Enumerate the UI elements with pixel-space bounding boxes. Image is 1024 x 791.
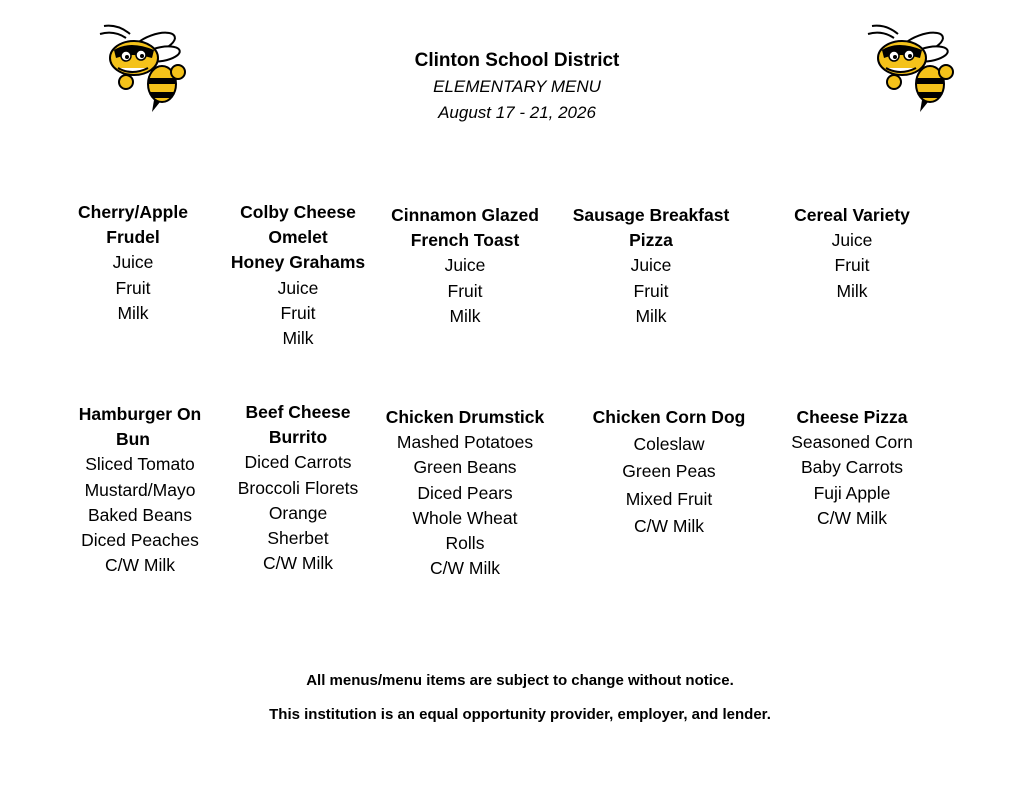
menu-side-item: Mustard/Mayo <box>84 479 196 500</box>
menu-side-item: C/W Milk <box>634 515 704 536</box>
breakfast-day-3 <box>380 203 550 329</box>
menu-side-item: Fruit <box>834 255 870 276</box>
menu-side-item: Milk <box>836 280 868 301</box>
menu-side-item: Whole Wheat <box>412 507 518 528</box>
menu-main-item: Cherry/Apple <box>78 202 188 222</box>
menu-side-item: Mixed Fruit <box>625 488 713 509</box>
menu-main-item: Honey Grahams <box>230 252 366 273</box>
menu-main-item: Chicken Drumstick <box>385 407 545 427</box>
menu-side-item: Juice <box>112 252 154 273</box>
menu-side-item: Juice <box>277 277 319 298</box>
menu-header <box>362 48 672 126</box>
menu-side-item: Milk <box>117 302 149 323</box>
menu-main-item: Bun <box>115 429 151 450</box>
menu-side-item: Broccoli Florets <box>237 477 359 498</box>
menu-main-item: Beef Cheese <box>245 402 351 422</box>
menu-dates: August 17 - 21, 2026 <box>438 103 596 122</box>
lunch-day-5 <box>767 405 937 531</box>
breakfast-day-1 <box>48 200 218 326</box>
menu-side-item: C/W Milk <box>817 507 887 528</box>
menu-main-item: Chicken Corn Dog <box>592 407 746 427</box>
yellow-jacket-mascot-left <box>96 22 192 114</box>
breakfast-day-2 <box>213 200 383 351</box>
menu-side-item: Diced Carrots <box>244 452 352 473</box>
menu-side-item: Milk <box>635 305 667 326</box>
lunch-day-2 <box>213 400 383 576</box>
breakfast-day-5 <box>767 203 937 304</box>
menu-side-item: C/W Milk <box>430 558 500 579</box>
menu-main-item: Colby Cheese <box>240 202 356 222</box>
menu-side-item: Green Peas <box>622 461 716 482</box>
menu-side-item: Green Beans <box>413 457 517 478</box>
menu-main-item: Cheese Pizza <box>796 407 908 427</box>
menu-side-item: Fruit <box>280 302 316 323</box>
menu-side-item: C/W Milk <box>105 555 175 576</box>
menu-main-item: Omelet <box>268 227 328 248</box>
menu-side-item: Mashed Potatoes <box>396 432 534 453</box>
menu-side-item: Fruit <box>115 277 151 298</box>
menu-side-item: Diced Peaches <box>81 530 199 551</box>
menu-main-item: French Toast <box>410 230 520 251</box>
menu-side-item: Seasoned Corn <box>791 432 913 453</box>
lunch-day-3 <box>380 405 550 581</box>
breakfast-day-4 <box>566 203 736 329</box>
menu-side-item: Sherbet <box>267 528 329 549</box>
menu-subtitle: ELEMENTARY MENU <box>433 77 601 96</box>
menu-side-item: C/W Milk <box>263 553 333 574</box>
menu-side-item: Coleslaw <box>633 434 705 455</box>
menu-main-item: Cereal Variety <box>794 205 910 225</box>
menu-side-item: Rolls <box>445 533 485 554</box>
menu-side-item: Fruit <box>447 280 483 301</box>
menu-side-item: Baked Beans <box>87 504 193 525</box>
yellow-jacket-mascot-right <box>864 22 960 114</box>
menu-side-item: Fruit <box>633 280 669 301</box>
menu-side-item: Milk <box>282 328 314 349</box>
district-title: Clinton School District <box>414 50 620 71</box>
menu-main-item: Burrito <box>268 427 328 448</box>
menu-main-item: Hamburger On <box>78 404 202 424</box>
menu-side-item: Baby Carrots <box>800 457 904 478</box>
menu-side-item: Juice <box>444 255 486 276</box>
menu-side-item: Juice <box>831 230 873 251</box>
lunch-day-1 <box>55 402 225 578</box>
equal-opportunity-statement: This institution is an equal opportunity provider, employer, and lender. <box>269 706 771 723</box>
menu-side-item: Juice <box>630 255 672 276</box>
menu-side-item: Fuji Apple <box>813 482 891 503</box>
change-notice: All menus/menu items are subject to change without notice. <box>306 672 734 689</box>
menu-main-item: Sausage Breakfast <box>572 205 730 225</box>
menu-main-item: Cinnamon Glazed <box>391 205 539 225</box>
menu-main-item: Frudel <box>106 227 160 248</box>
menu-side-item: Milk <box>449 305 481 326</box>
menu-side-item: Orange <box>268 502 328 523</box>
menu-side-item: Sliced Tomato <box>85 454 195 475</box>
menu-side-item: Diced Pears <box>417 482 513 503</box>
menu-main-item: Pizza <box>629 230 673 251</box>
lunch-day-4 <box>584 404 754 540</box>
